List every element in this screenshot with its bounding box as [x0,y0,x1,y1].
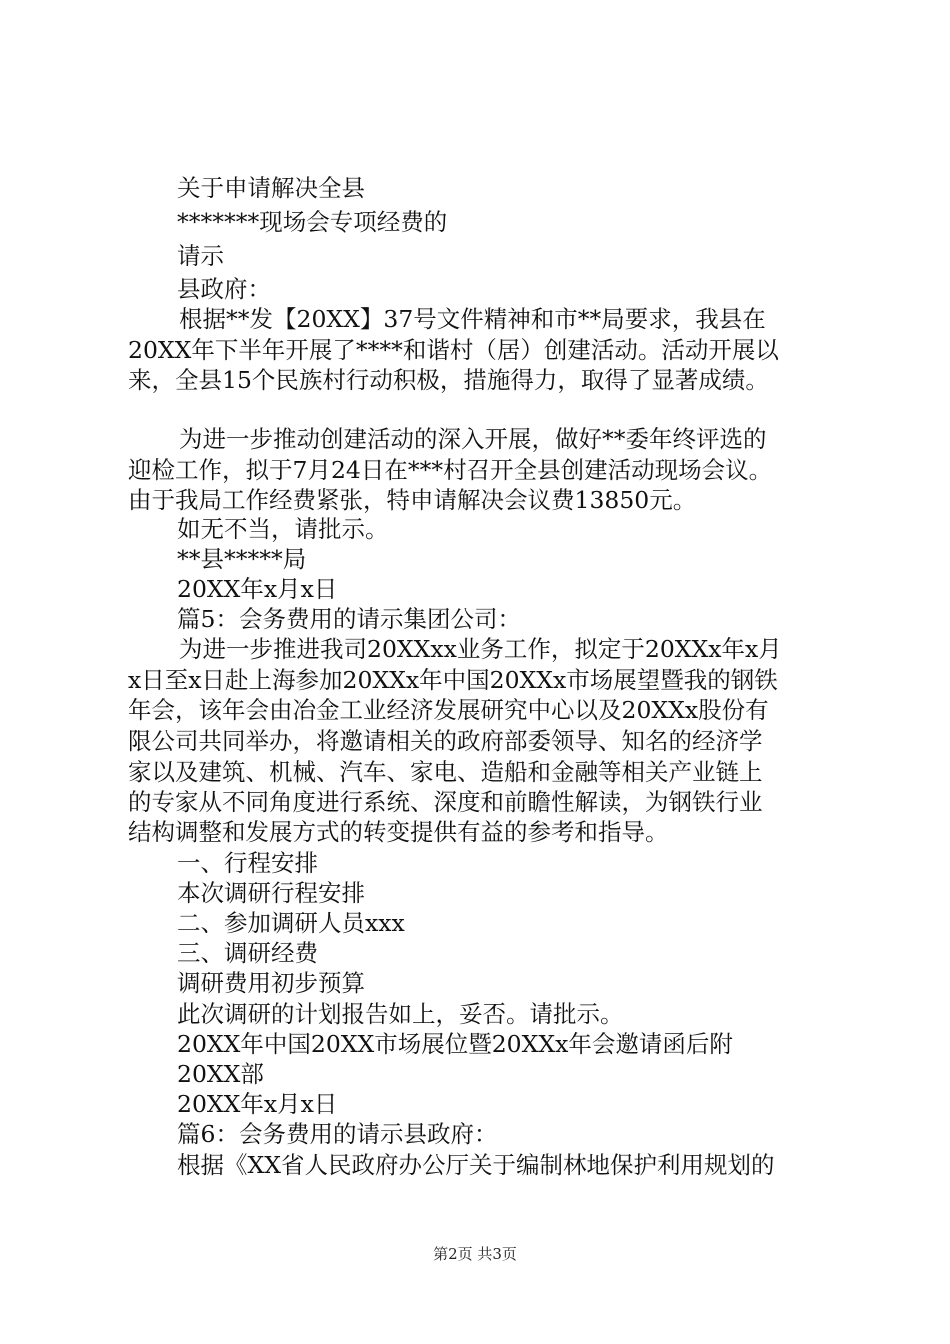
signature-date-2: 20XX年x月x日 [177,1090,338,1118]
section-5-heading: 篇5：会务费用的请示集团公司： [177,605,521,633]
item-2-heading: 二、参加调研人员xxx [177,909,405,937]
section-5-para-line-1: 为进一步推进我司20XXxx业务工作，拟定于20XXx年x月 [179,635,782,663]
section-5-para-line-2: x日至x日赴上海参加20XXx年中国20XXx市场展望暨我的钢铁 [128,666,778,694]
closing-request: 如无不当，请批示。 [177,515,389,543]
signature-org: **县*****局 [177,545,307,573]
item-3-text: 调研费用初步预算 [177,969,365,997]
section-5-para-line-7: 结构调整和发展方式的转变提供有益的参考和指导。 [128,818,669,846]
paragraph-1-line-2: 20XX年下半年开展了****和谐村（居）创建活动。活动开展以 [128,336,779,364]
title-line-1: 关于申请解决全县 [177,174,365,202]
item-1-text: 本次调研行程安排 [177,879,365,907]
item-1-heading: 一、行程安排 [177,849,318,877]
section-5-para-line-4: 限公司共同举办，将邀请相关的政府部委领导、知名的经济学 [128,727,763,755]
signature-dept: 20XX部 [177,1060,264,1088]
section-5-para-line-5: 家以及建筑、机械、汽车、家电、造船和金融等相关产业链上 [128,758,763,786]
title-line-2: *******现场会专项经费的 [177,208,448,236]
title-line-3: 请示 [177,242,224,270]
section-6-heading: 篇6：会务费用的请示县政府： [177,1120,498,1148]
section-5-para-line-6: 的专家从不同角度进行系统、深度和前瞻性解读，为钢铁行业 [128,788,763,816]
paragraph-2-line-1: 为进一步推动创建活动的深入开展，做好**委年终评选的 [179,425,767,453]
section-6-para-line-1: 根据《XX省人民政府办公厅关于编制林地保护利用规划的 [177,1151,775,1179]
addressee: 县政府： [177,275,271,303]
item-3-heading: 三、调研经费 [177,939,318,967]
paragraph-2-line-3: 由于我局工作经费紧张，特申请解决会议费13850元。 [128,486,697,514]
paragraph-2-line-2: 迎检工作，拟于7月24日在***村召开全县创建活动现场会议。 [128,456,773,484]
page-footer: 第2页 共3页 [433,1245,517,1263]
section-5-para-line-3: 年会，该年会由冶金工业经济发展研究中心以及20XXx股份有 [128,696,769,724]
paragraph-1-line-3: 来，全县15个民族村行动积极，措施得力，取得了显著成绩。 [128,366,769,394]
report-closing: 此次调研的计划报告如上，妥否。请批示。 [177,1000,624,1028]
signature-date: 20XX年x月x日 [177,575,338,603]
attachment-note: 20XX年中国20XX市场展位暨20XXx年会邀请函后附 [177,1030,733,1058]
paragraph-1-line-1: 根据**发【20XX】37号文件精神和市**局要求，我县在 [179,305,766,333]
